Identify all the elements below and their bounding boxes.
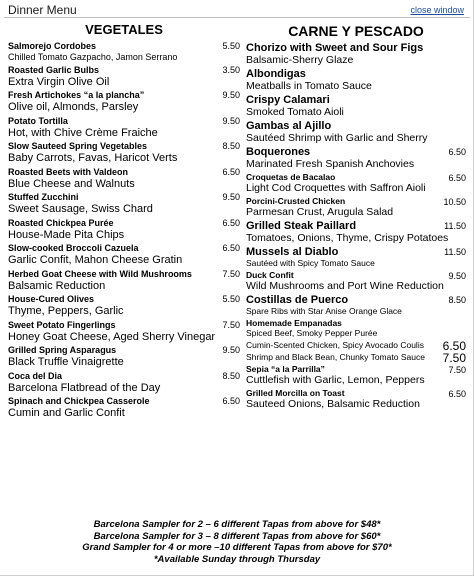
menu-item-name: Albondigas	[246, 68, 306, 80]
menu-item-price: 7.50	[448, 365, 466, 375]
menu-item	[8, 65, 240, 89]
menu-item	[8, 116, 240, 140]
menu-item-price: 9.50	[222, 90, 240, 100]
window-titlebar	[4, 3, 470, 17]
menu-item	[8, 167, 240, 191]
menu-item-name: Grilled Spring Asparagus	[8, 345, 117, 355]
footer-line-1: Barcelona Sampler for 2 – 6 different Tapas from above for $48*	[93, 519, 381, 530]
menu-item	[246, 351, 466, 365]
menu-item-description: Meatballs in Tomato Sauce	[246, 80, 372, 92]
menu-item-name: Costillas de Puerco	[246, 294, 349, 306]
menu-item-name: Gambas al Ajillo	[246, 120, 332, 132]
menu-item-price: 6.50	[222, 217, 240, 228]
menu-item	[246, 364, 466, 386]
menu-item-description: Cumin and Garlic Confit	[8, 407, 125, 419]
menu-item-description: Extra Virgin Olive Oil	[8, 75, 110, 88]
menu-item	[246, 294, 466, 316]
menu-item	[246, 172, 466, 194]
menu-item-description: Sautéed with Spicy Tomato Sauce	[246, 258, 375, 268]
menu-item-description: Spare Ribs with Star Anise Orange Glace	[246, 306, 402, 316]
menu-item-name: Sweet Potato Fingerlings	[8, 319, 116, 330]
menu-item-name: Grilled Morcilla on Toast	[246, 388, 345, 398]
menu-item	[246, 196, 466, 218]
menu-item-description: Parmesan Crust, Arugula Salad	[246, 206, 394, 218]
vegetales-list	[8, 41, 240, 420]
vegetales-column	[8, 22, 240, 422]
menu-item-name: Herbed Goat Cheese with Wild Mushrooms	[8, 268, 192, 279]
menu-item-price: 6.50	[448, 389, 466, 399]
menu-item	[8, 41, 240, 63]
menu-item-name: House-Cured Olives	[8, 294, 95, 304]
menu-item	[8, 192, 240, 216]
menu-item-name: Roasted Chickpea Purée	[8, 217, 114, 228]
menu-item-name: Coca del Dia	[8, 370, 63, 381]
menu-item-price: 8.50	[448, 295, 466, 305]
menu-item-price: 7.50	[222, 319, 240, 330]
menu-item	[246, 120, 466, 144]
menu-item-description: Thyme, Peppers, Garlic	[8, 305, 124, 317]
menu-item	[246, 388, 466, 410]
menu-item-description: Chilled Tomato Gazpacho, Jamon Serrano	[8, 52, 178, 62]
menu-item	[8, 243, 240, 267]
menu-item-description: Cumin-Scented Chicken, Spicy Avocado Coulis	[246, 340, 424, 350]
menu-item-price: 9.50	[222, 192, 240, 202]
menu-item-description: House-Made Pita Chips	[8, 228, 125, 241]
menu-item-price: 5.50	[222, 294, 240, 304]
menu-item	[246, 42, 466, 66]
menu-item-description: Wild Mushrooms and Port Wine Reduction	[246, 280, 444, 292]
menu-item	[246, 94, 466, 118]
menu-item-price: 9.50	[448, 271, 466, 281]
vegetales-heading: VEGETALES	[85, 22, 163, 37]
menu-item-price: 11.50	[444, 247, 466, 257]
menu-item-description: Balsamic-Sherry Glaze	[246, 54, 354, 66]
close-window-link[interactable]: close window	[410, 5, 464, 15]
menu-item	[8, 371, 240, 395]
menu-item-price: 7.50	[442, 351, 466, 365]
menu-item-description: Marinated Fresh Spanish Anchovies	[246, 158, 415, 170]
menu-item	[8, 345, 240, 369]
menu-item-name: Crispy Calamari	[246, 94, 330, 106]
menu-item-description: Sweet Sausage, Swiss Chard	[8, 203, 153, 215]
menu-item-description: Sauteed Onions, Balsamic Reduction	[246, 398, 420, 410]
menu-item-description: Spiced Beef, Smoky Pepper Purée	[246, 328, 378, 338]
footer-line-2: Barcelona Sampler for 3 – 8 different Tapas from above for $60*	[93, 530, 381, 542]
menu-item-price: 3.50	[222, 64, 240, 75]
carne-pescado-column	[246, 22, 466, 412]
menu-item-price: 9.50	[222, 115, 240, 126]
menu-item-price: 9.50	[222, 345, 240, 355]
menu-item-name: Stuffed Zucchini	[8, 192, 79, 202]
menu-item-name: Porcini-Crusted Chicken	[246, 196, 346, 206]
menu-item-name: Duck Confit	[246, 270, 294, 280]
menu-item-description: Barcelona Flatbread of the Day	[8, 381, 161, 394]
menu-item	[246, 146, 466, 170]
menu-item-description: Hot, with Chive Crème Fraiche	[8, 126, 158, 139]
menu-item-description: Balsamic Reduction	[8, 279, 106, 292]
menu-item-name: Mussels al Diablo	[246, 246, 339, 258]
menu-item-price: 8.50	[222, 141, 240, 151]
menu-item	[246, 68, 466, 92]
menu-item-price: 11.50	[444, 221, 466, 231]
window-title: Dinner Menu	[8, 3, 77, 17]
carne-pescado-list	[246, 42, 466, 410]
menu-item-name: Roasted Beets with Valdeon	[8, 166, 129, 177]
menu-item-name: Salmorejo Cordobes	[8, 41, 97, 51]
menu-item-description: Sautéed Shrimp with Garlic and Sherry	[246, 132, 428, 144]
menu-item-description: Blue Cheese and Walnuts	[8, 177, 135, 190]
menu-item-description: Black Truffle Vinaigrette	[8, 356, 124, 368]
menu-item-price: 10.50	[443, 197, 466, 207]
menu-item-name: Slow-cooked Broccoli Cazuela	[8, 243, 139, 253]
menu-item	[8, 320, 240, 344]
menu-item-name: Croquetas de Bacalao	[246, 172, 336, 182]
menu-item-price: 8.50	[222, 370, 240, 381]
menu-item-name: Grilled Steak Paillard	[246, 220, 357, 232]
menu-item-description: Shrimp and Black Bean, Chunky Tomato Sauce	[246, 352, 425, 362]
menu-item-name: Slow Sauteed Spring Vegetables	[8, 141, 148, 151]
carne-pescado-heading: CARNE Y PESCADO	[288, 23, 424, 39]
menu-item-description: Tomatoes, Onions, Thyme, Crispy Potatoes	[246, 232, 449, 244]
menu-item	[8, 294, 240, 318]
menu-item	[246, 270, 466, 292]
menu-item-description: Light Cod Croquettes with Saffron Aioli	[246, 182, 426, 194]
footer-line-3: Grand Sampler for 4 or more –10 different Tapas from above for $70*	[82, 542, 392, 553]
menu-item-description: Honey Goat Cheese, Aged Sherry Vinegar	[8, 330, 216, 343]
menu-item	[8, 269, 240, 293]
menu-item-description: Baby Carrots, Favas, Haricot Verts	[8, 152, 178, 164]
menu-item-name: Potato Tortilla	[8, 115, 68, 126]
menu-item-description: Smoked Tomato Aioli	[246, 106, 344, 118]
menu-item-name: Boquerones	[246, 146, 311, 158]
menu-item	[246, 318, 466, 338]
menu-item	[246, 339, 466, 353]
menu-item-price: 6.50	[448, 147, 466, 157]
menu-item	[8, 218, 240, 242]
menu-item-price: 6.50	[448, 173, 466, 183]
footer-line-4: *Available Sunday through Thursday	[153, 553, 321, 565]
menu-item-name: Homemade Empanadas	[246, 318, 342, 328]
menu-item	[8, 396, 240, 420]
sampler-footer	[0, 519, 474, 565]
menu-item-description: Garlic Confit, Mahon Cheese Gratin	[8, 254, 183, 266]
title-divider	[4, 17, 470, 18]
menu-item-name: Roasted Garlic Bulbs	[8, 64, 100, 75]
menu-item-price: 5.50	[222, 41, 240, 51]
menu-item-price: 6.50	[222, 166, 240, 177]
menu-item	[246, 246, 466, 268]
menu-item	[246, 220, 466, 244]
menu-item-name: Chorizo with Sweet and Sour Figs	[246, 42, 424, 54]
menu-item-name: Sepia “a la Parrilla”	[246, 364, 325, 374]
menu-item-price: 6.50	[222, 396, 240, 406]
menu-item-price: 7.50	[222, 268, 240, 279]
menu-item-price: 6.50	[442, 339, 466, 353]
menu-item-name: Fresh Artichokes “a la plancha”	[8, 90, 145, 100]
menu-item-name: Spinach and Chickpea Casserole	[8, 396, 150, 406]
menu-item-description: Cuttlefish with Garlic, Lemon, Peppers	[246, 374, 425, 386]
menu-item	[8, 141, 240, 165]
menu-item	[8, 90, 240, 114]
menu-item-description: Olive oil, Almonds, Parsley	[8, 101, 139, 113]
menu-item-price: 6.50	[222, 243, 240, 253]
